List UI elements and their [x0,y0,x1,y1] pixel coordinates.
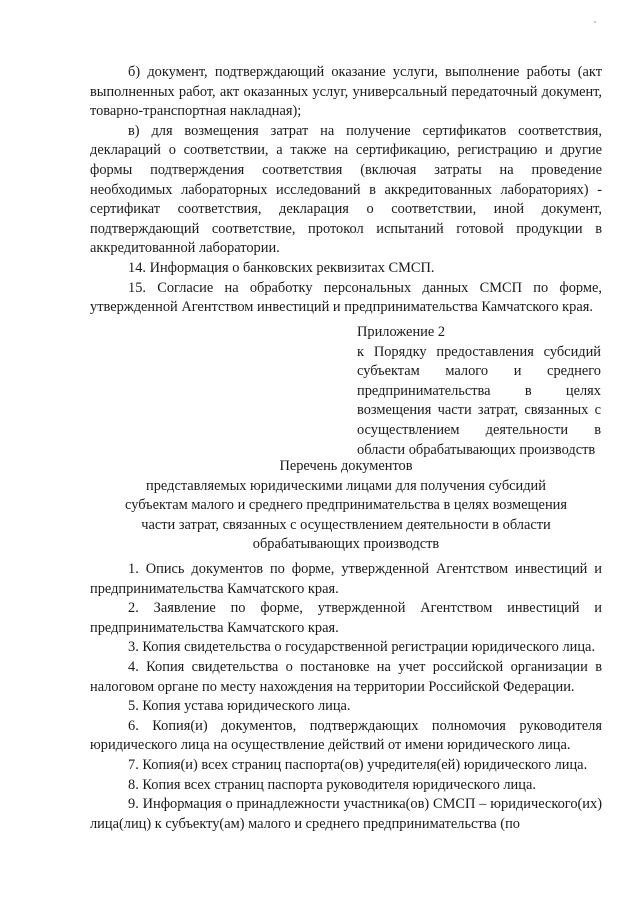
paragraph-b: б) документ, подтверждающий оказание услуги, выполнение работы (акт выполненных работ, акт оказанных услуг, универсальный передаточный документ, товарно-транспортная накладная); [90,64,602,120]
paragraph-v: в) для возмещения затрат на получение сертификатов соответствия, деклараций о соответствии, а также на сертификацию, регистрацию и другие формы подтверждения соответствия (включая затраты на проведение необходимых лабораторных исследований в аккредитованных лабораториях) - сертификат соответствия, декларация о соответствии, иной документ, подтверждающий соответствие, протокол испытаний готовой продукции в аккредитованной лаборатории. [90,122,602,257]
title-line-5: обрабатывающих производств [252,536,440,553]
item-14: 14. Информация о банковских реквизитах СМСП. [128,259,435,276]
item-15: 15. Согласие на обработку персональных данных СМСП по форме, утвержденной Агентством инвестиций и предпринимательства Камчатского края. [90,279,602,316]
top-paragraphs [90,63,602,318]
list-item: 5. Копия устава юридического лица. [128,698,351,715]
appendix-heading: Приложение 2 [357,324,446,340]
scan-speck [594,21,596,23]
document-title [90,457,602,555]
title-line-4: части затрат, связанных с осуществлением деятельности в области [141,516,551,533]
appendix-block [357,323,601,460]
title-line-3: субъектам малого и среднего предпринимательства в целях возмещения [125,497,567,514]
documents-list [90,560,602,834]
list-item: 7. Копия(и) всех страниц паспорта(ов) учредителя(ей) юридического лица. [128,756,588,773]
title-line-2: представляемых юридическими лицами для получения субсидий [146,477,546,494]
list-item: 8. Копия всех страниц паспорта руководителя юридического лица. [128,776,536,793]
list-item: 4. Копия свидетельства о постановке на учет российской организации в налоговом органе по месту нахождения на территории Российской Федерации. [90,658,602,695]
list-item: 3. Копия свидетельства о государственной регистрации юридического лица. [128,639,596,656]
list-item: 1. Опись документов по форме, утвержденной Агентством инвестиций и предпринимательства Камчатского края. [90,561,602,597]
appendix-text: к Порядку предоставления субсидий субъектам малого и среднего предпринимательства в целях возмещения части затрат, связанных с осуществлением деятельности в области обрабатывающих производств [357,343,601,458]
list-item: 9. Информация о принадлежности участника(ов) СМСП – юридического(их) лица(лиц) к субъекту(ам) малого и среднего предпринимательства (по [90,796,602,832]
list-item: 6. Копия(и) документов, подтверждающих полномочия руководителя юридического лица на осуществление действий от имени юридического лица. [90,717,602,754]
list-item: 2. Заявление по форме, утвержденной Агентством инвестиций и предпринимательства Камчатского края. [90,600,602,636]
title-line-1: Перечень документов [279,458,413,474]
